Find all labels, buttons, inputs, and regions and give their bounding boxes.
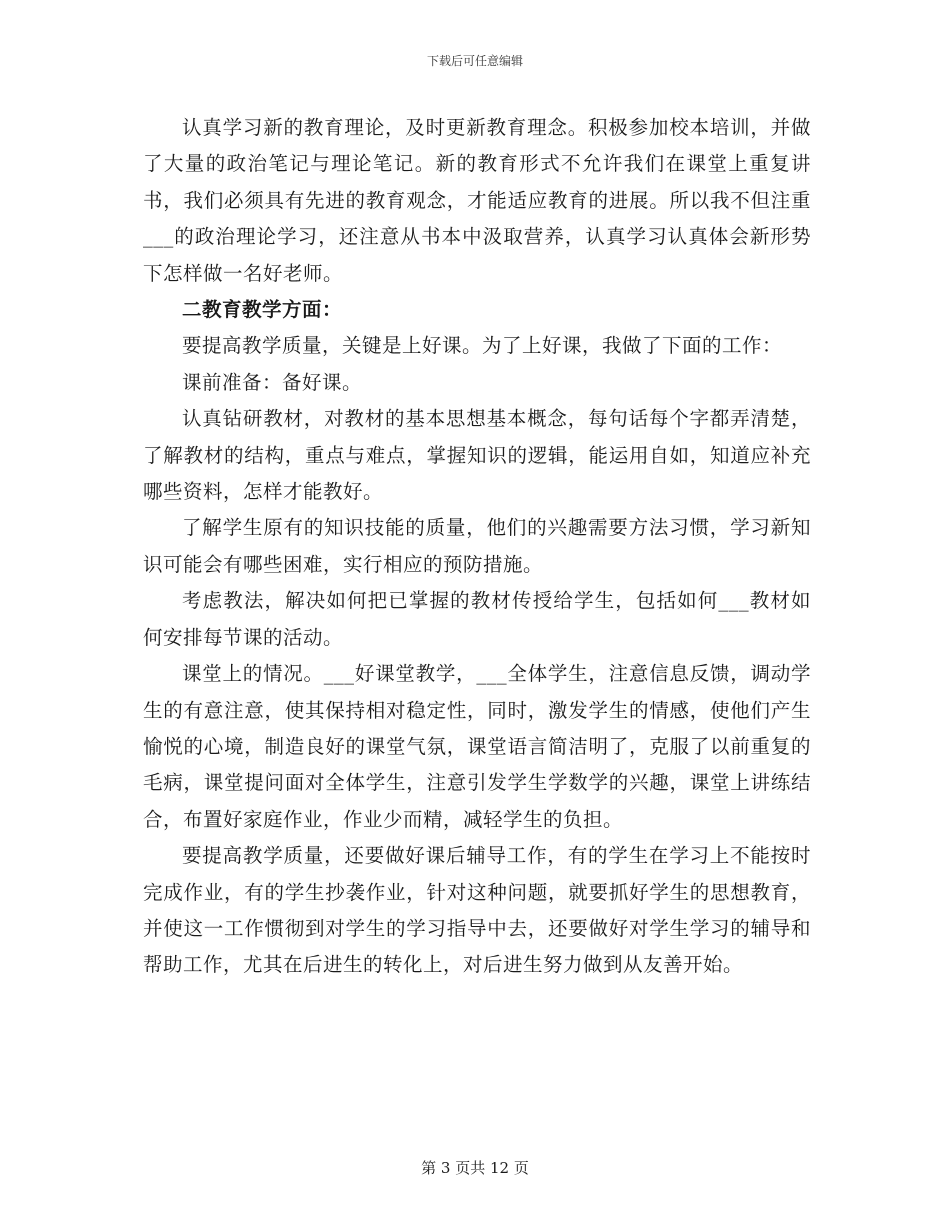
paragraph-quality-intro: 要提高教学质量，关键是上好课。为了上好课，我做了下面的工作： [182, 334, 783, 358]
page-number: 第 3 页共 12 页 [421, 1159, 529, 1177]
paragraph-after-class: 要提高教学质量，还要做好课后辅导工作，有的学生在学习上不能按时完成作业，有的学生抄袭作业，针对这种问题，就要抓好学生的思想教育，并使这一工作惯彻到对学生的学习指导中去，还要做好对学生学习的辅导和帮助工作，尤其在后进生的转化上，对后进生努力做到从友善开始。 [143, 844, 811, 977]
paragraph-study-materials: 认真钻研教材，对教材的基本思想基本概念，每句话每个字都弄清楚，了解教材的结构，重点与难点，掌握知识的逻辑，能运用自如，知道应补充哪些资料，怎样才能教好。 [143, 407, 811, 504]
paragraph-know-students: 了解学生原有的知识技能的质量，他们的兴趣需要方法习惯，学习新知识可能会有哪些困难，实行相应的预防措施。 [143, 516, 811, 576]
page-header: 下载后可任意编辑 [426, 54, 523, 68]
document-body [143, 110, 811, 984]
section-heading-teaching: 二教育教学方面： [182, 298, 343, 322]
paragraph-teaching-methods: 考虑教法，解决如何把已掌握的教材传授给学生，包括如何___教材如何安排每节课的活动。 [143, 589, 811, 649]
paragraph-study-theory: 认真学习新的教育理论，及时更新教育理念。积极参加校本培训，并做了大量的政治笔记与理论笔记。新的教育形式不允许我们在课堂上重复讲书，我们必须具有先进的教育观念，才能适应教育的进展。所以我不但注重___的政治理论学习，还注意从书本中汲取营养，认真学习认真体会新形势下怎样做一名好老师。 [143, 116, 811, 285]
paragraph-lesson-prep: 课前准备：备好课。 [182, 370, 363, 394]
paragraph-classroom: 课堂上的情况。___好课堂教学，___全体学生，注意信息反馈，调动学生的有意注意，使其保持相对稳定性，同时，激发学生的情感，使他们产生愉悦的心境，制造良好的课堂气氛，课堂语言简洁明了，克服了以前重复的毛病，课堂提问面对全体学生，注意引发学生学数学的兴趣，课堂上讲练结合，布置好家庭作业，作业少而精，减轻学生的负担。 [143, 662, 811, 831]
